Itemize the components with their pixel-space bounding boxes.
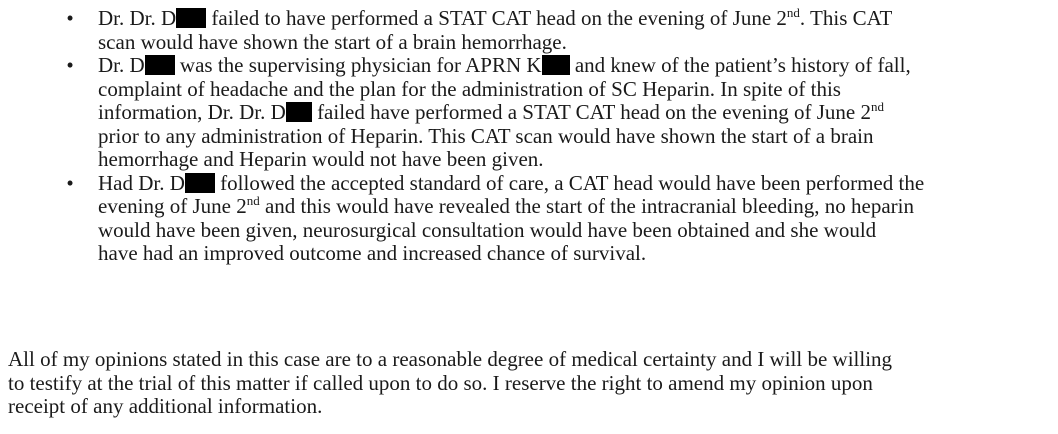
- opinion-bullet-list: [0, 7, 1058, 266]
- bullet-marker: •: [66, 6, 74, 30]
- text-line: evening of June 2nd and this would have revealed the start of the intracranial bleeding, no heparin: [98, 193, 914, 218]
- text-line: have had an improved outcome and increased chance of survival.: [98, 241, 647, 265]
- opinion-bullet-item: [0, 7, 1058, 54]
- opinion-bullet-item: [0, 54, 1058, 172]
- text-line: to testify at the trial of this matter if called upon to do so. I reserve the right to amend my opinion upon: [8, 370, 873, 395]
- text-line: Dr. D was the supervising physician for APRN K and knew of the patient’s history of fall,: [98, 53, 911, 77]
- redaction-block: [542, 55, 570, 75]
- text-line: scan would have shown the start of a brain hemorrhage.: [98, 29, 567, 54]
- text-line: information, Dr. Dr. D failed have performed a STAT CAT head on the evening of June 2nd: [98, 99, 884, 124]
- redaction-block: [185, 173, 215, 193]
- text-line: Had Dr. D followed the accepted standard of care, a CAT head would have been performed the: [98, 170, 925, 195]
- redaction-block: [286, 102, 312, 122]
- text-line: receipt of any additional information.: [8, 394, 323, 418]
- bullet-marker: •: [66, 53, 74, 77]
- bullet-marker: •: [66, 170, 74, 195]
- text-line: All of my opinions stated in this case are to a reasonable degree of medical certainty and I will be willing: [8, 347, 893, 371]
- text-line: hemorrhage and Heparin would not have been given.: [98, 147, 544, 171]
- closing-paragraph: [8, 348, 1053, 419]
- text-line: prior to any administration of Heparin. This CAT scan would have shown the start of a brain: [98, 123, 874, 148]
- redaction-block: [145, 55, 175, 75]
- text-line: complaint of headache and the plan for the administration of SC Heparin. In spite of this: [98, 76, 841, 101]
- opinion-bullet-item: [0, 172, 1058, 266]
- redaction-block: [176, 8, 206, 28]
- text-line: would have been given, neurosurgical consultation would have been obtained and she would: [98, 217, 877, 242]
- text-line: Dr. Dr. D failed to have performed a STAT CAT head on the evening of June 2nd. This CAT: [98, 5, 893, 30]
